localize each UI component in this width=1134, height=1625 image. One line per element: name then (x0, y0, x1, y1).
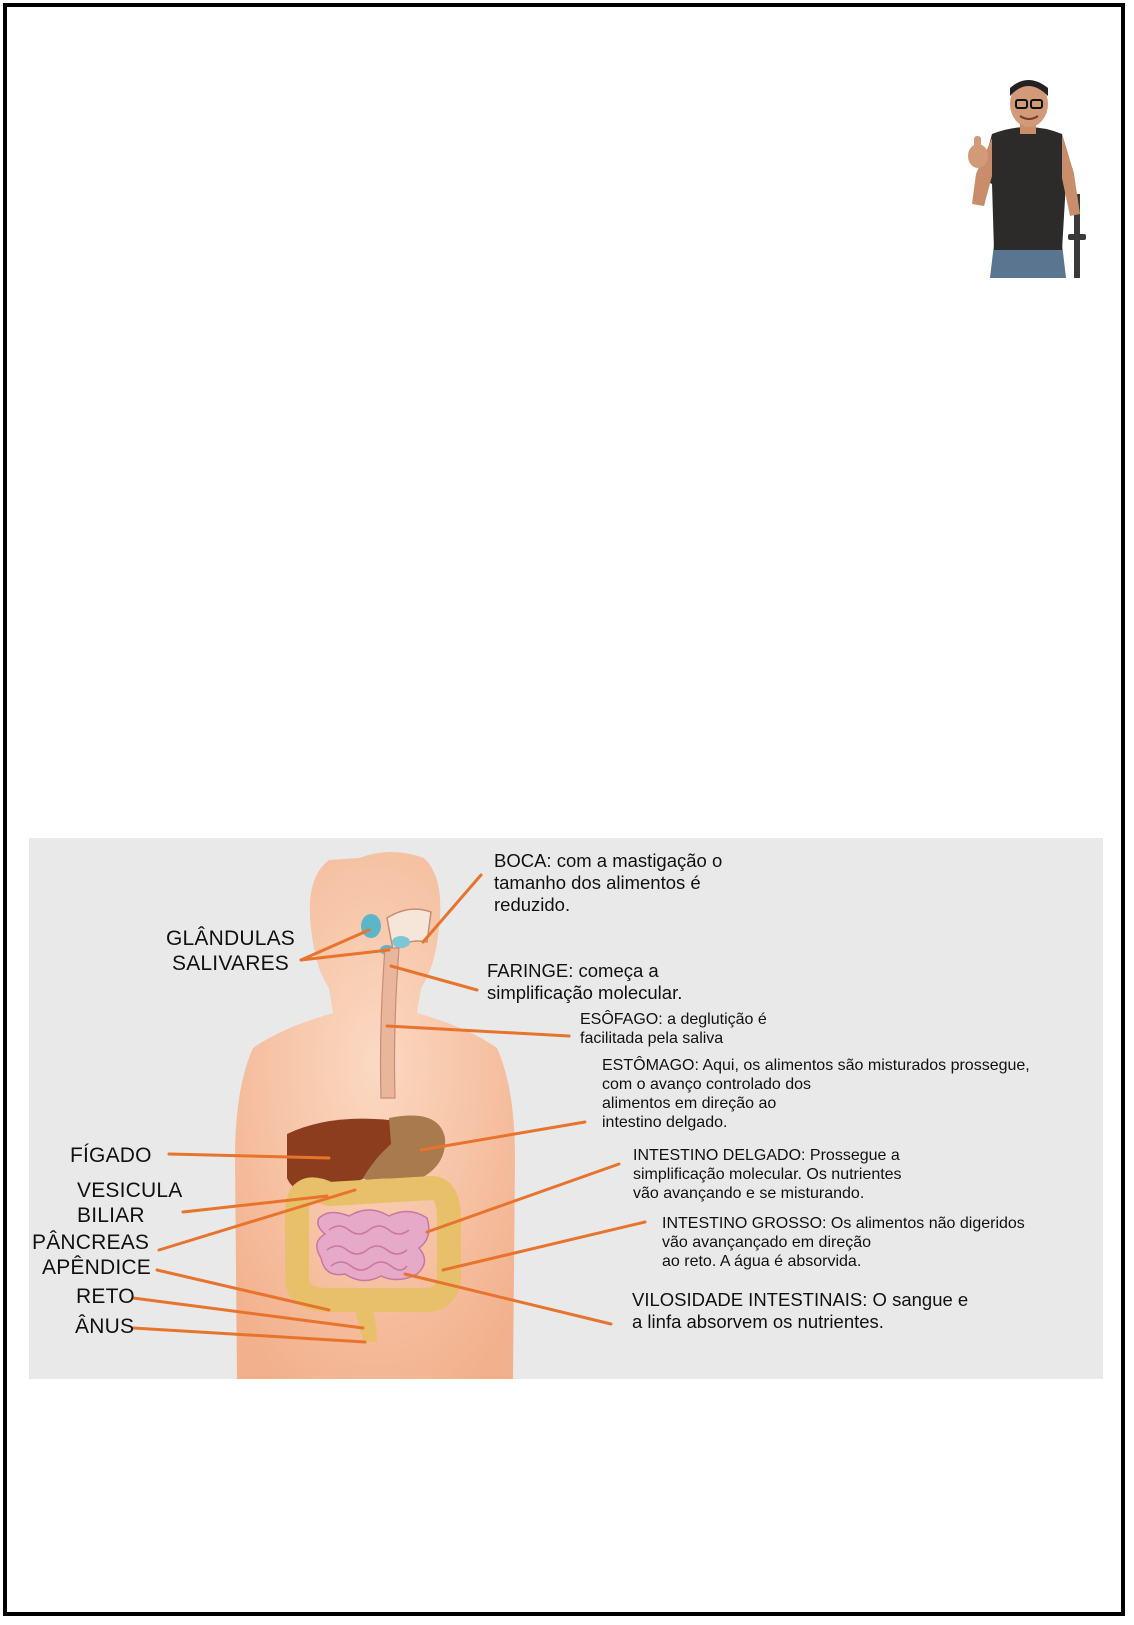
label-faringe: FARINGE: começa a simplificação molecular. (487, 960, 683, 1003)
label-esofago: ESÔFAGO: a deglutição é facilitada pela saliva (580, 1011, 767, 1047)
label-apendice: APÊNDICE (42, 1256, 151, 1279)
label-vesicula-biliar: VESICULA BILIAR (77, 1179, 183, 1227)
label-boca: BOCA: com a mastigação o tamanho dos alimentos é reduzido. (494, 850, 723, 915)
digestive-system-diagram (29, 838, 1103, 1379)
label-estomago: ESTÔMAGO: Aqui, os alimentos são misturados prossegue, com o avanço controlado dos alimentos em direção ao intestino delgado. (602, 1057, 1030, 1131)
label-reto: RETO (76, 1285, 135, 1308)
small-intestine (317, 1210, 429, 1281)
label-figado: FÍGADO (70, 1144, 152, 1167)
salivary-gland-1 (361, 914, 381, 938)
label-pancreas: PÂNCREAS (32, 1231, 150, 1254)
label-vilosidade: VILOSIDADE INTESTINAIS: O sangue e a linfa absorvem os nutrientes. (632, 1289, 969, 1332)
salivary-gland-2 (392, 936, 410, 948)
presenter-photo (962, 74, 1097, 278)
label-intestino-grosso: INTESTINO GROSSO: Os alimentos não digeridos vão avançançado em direção ao reto. A água é absorvida. (662, 1215, 1025, 1270)
label-anus: ÂNUS (75, 1315, 135, 1338)
label-glandulas-salivares: GLÂNDULAS SALIVARES (166, 927, 296, 975)
label-intestino-delgado: INTESTINO DELGADO: Prossegue a simplificação molecular. Os nutrientes vão avançando e se misturando. (633, 1147, 902, 1202)
